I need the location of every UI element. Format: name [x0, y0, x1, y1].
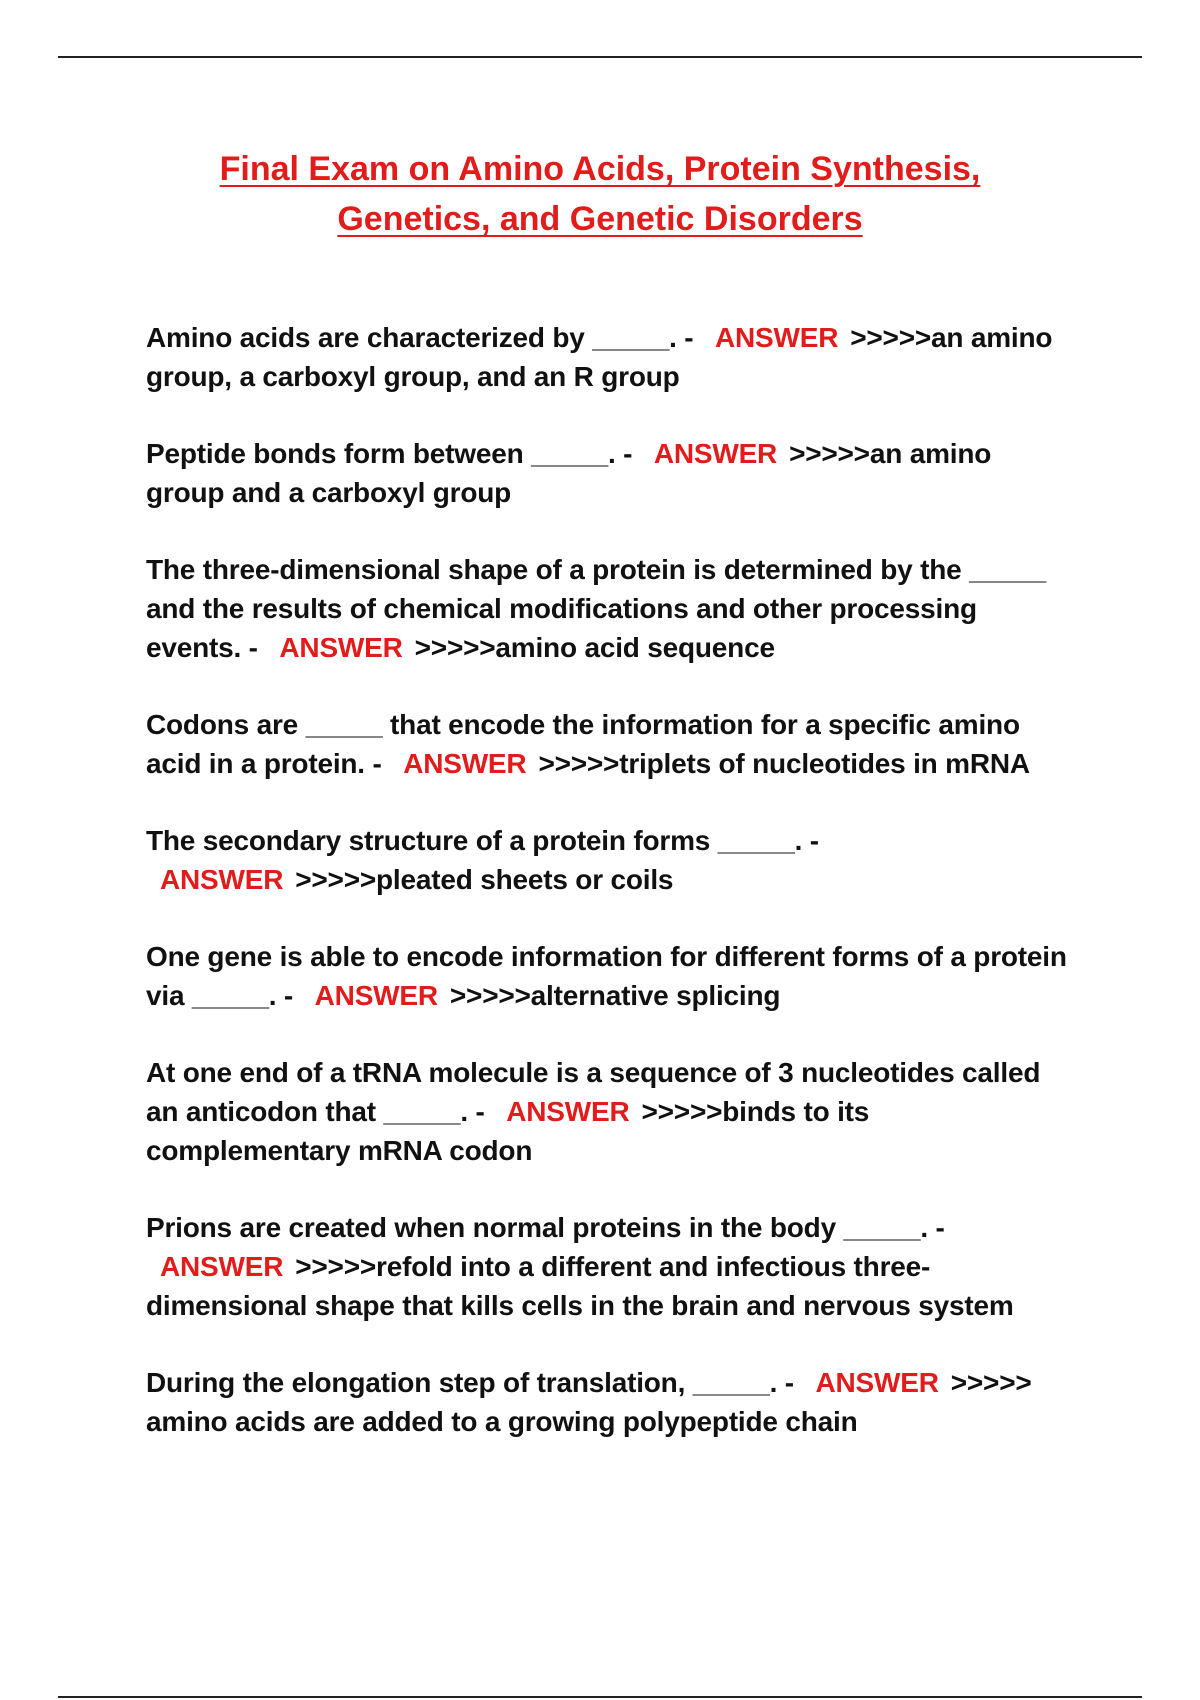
qa-item: [146, 937, 1076, 1015]
answer-text: >>>>>pleated sheets or coils: [295, 864, 674, 895]
question-text: Peptide bonds form between _____. -: [146, 438, 633, 469]
question-text: During the elongation step of translation, _____. -: [146, 1367, 794, 1398]
answer-label: ANSWER: [403, 748, 527, 779]
answer-label: ANSWER: [815, 1367, 939, 1398]
qa-item: [146, 705, 1076, 783]
answer-label: ANSWER: [653, 438, 778, 469]
qa-item: [146, 821, 1076, 899]
top-divider: [58, 56, 1142, 58]
answer-text: >>>>>an amino group, a carboxyl group, and an R group: [146, 322, 1053, 392]
answer-label: ANSWER: [314, 980, 438, 1011]
qa-item: [146, 1208, 1076, 1325]
title-line-2: Genetics, and Genetic Disorders: [337, 200, 863, 238]
question-text: Codons are _____ that encode the information for a specific amino acid in a protein. -: [146, 709, 1020, 779]
question-text: At one end of a tRNA molecule is a sequence of 3 nucleotides called an anticodon that _____. -: [146, 1057, 1041, 1127]
qa-item: [146, 318, 1076, 396]
answer-text: >>>>>amino acid sequence: [414, 632, 775, 663]
qa-item: [146, 1363, 1076, 1441]
question-text: The three-dimensional shape of a protein is determined by the _____ and the results of chemical modifications and other processing events. -: [146, 554, 1046, 663]
question-text: The secondary structure of a protein forms _____. -: [146, 825, 819, 856]
document-title: [0, 144, 1200, 244]
answer-label: ANSWER: [160, 1251, 284, 1282]
question-answer-list: [146, 318, 1076, 1479]
answer-text: >>>>> amino acids are added to a growing polypeptide chain: [146, 1367, 1032, 1437]
qa-item: [146, 550, 1076, 667]
answer-label: ANSWER: [279, 632, 403, 663]
qa-item: [146, 1053, 1076, 1170]
question-text: Amino acids are characterized by _____. -: [146, 322, 694, 353]
answer-label: ANSWER: [506, 1096, 630, 1127]
answer-text: >>>>>triplets of nucleotides in mRNA: [538, 748, 1030, 779]
title-line-1: Final Exam on Amino Acids, Protein Synthesis,: [219, 150, 981, 188]
answer-text: >>>>>an amino group and a carboxyl group: [146, 438, 992, 508]
qa-item: [146, 434, 1076, 512]
answer-text: >>>>>alternative splicing: [449, 980, 781, 1011]
answer-label: ANSWER: [715, 322, 839, 353]
question-text: One gene is able to encode information for different forms of a protein via _____. -: [146, 941, 1067, 1011]
question-text: Prions are created when normal proteins in the body _____. -: [146, 1212, 945, 1243]
bottom-divider: [58, 1696, 1142, 1698]
answer-text: >>>>>binds to its complementary mRNA codon: [146, 1096, 870, 1166]
answer-text: >>>>>refold into a different and infectious three-dimensional shape that kills cells in the brain and nervous system: [146, 1251, 1014, 1321]
answer-label: ANSWER: [160, 864, 284, 895]
